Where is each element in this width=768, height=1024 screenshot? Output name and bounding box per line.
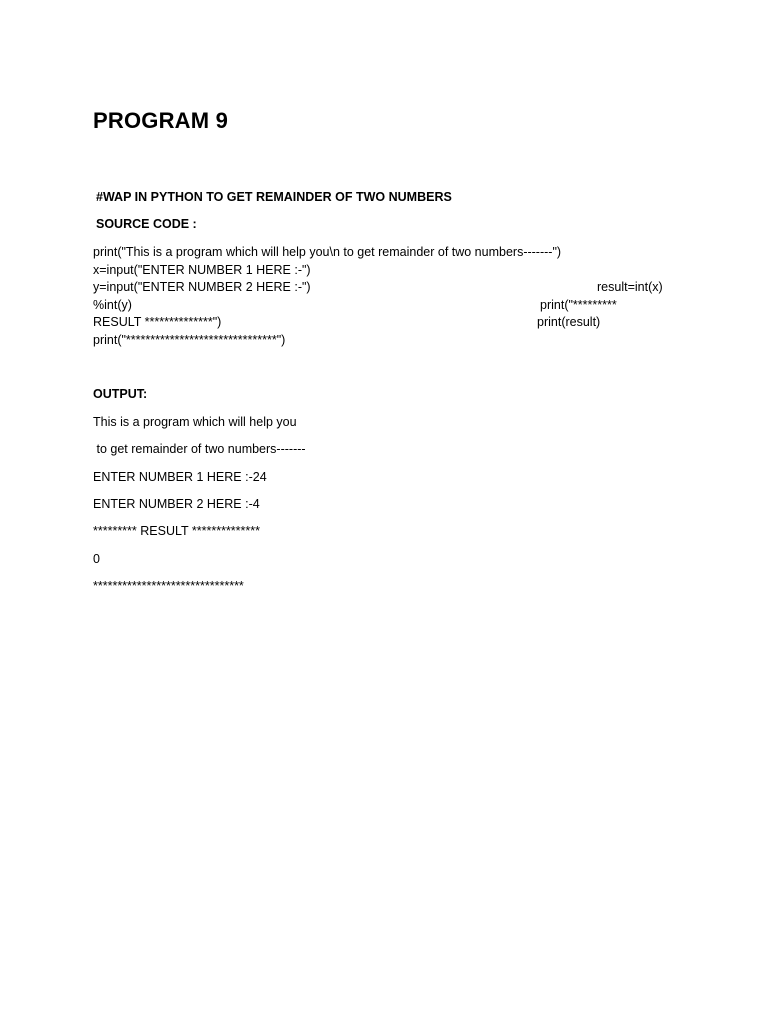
output-line: This is a program which will help you [93,415,297,429]
output-line: ENTER NUMBER 2 HERE :-4 [93,497,260,511]
code-line: RESULT **************") [93,315,222,329]
output-line: ********* RESULT ************** [93,524,260,538]
code-line: x=input("ENTER NUMBER 1 HERE :-") [93,263,311,277]
source-code-heading: SOURCE CODE : [96,217,197,231]
code-line: print("This is a program which will help you\n to get remainder of two numbers-------") [93,245,562,259]
output-line: 0 [93,552,100,566]
output-line: ENTER NUMBER 1 HERE :-24 [93,470,267,484]
code-line: result=int(x) [597,280,663,294]
code-line: print("********* [540,298,617,312]
code-line: %int(y) [93,298,132,312]
code-line: y=input("ENTER NUMBER 2 HERE :-") [93,280,311,294]
code-line: print(result) [537,315,601,329]
page-title: PROGRAM 9 [93,108,229,133]
output-line: ******************************* [93,579,244,593]
output-heading: OUTPUT: [93,387,148,401]
output-line: to get remainder of two numbers------- [93,442,306,456]
code-line: print("*******************************") [93,333,286,347]
task-comment: #WAP IN PYTHON TO GET REMAINDER OF TWO NUMBERS [96,190,452,204]
